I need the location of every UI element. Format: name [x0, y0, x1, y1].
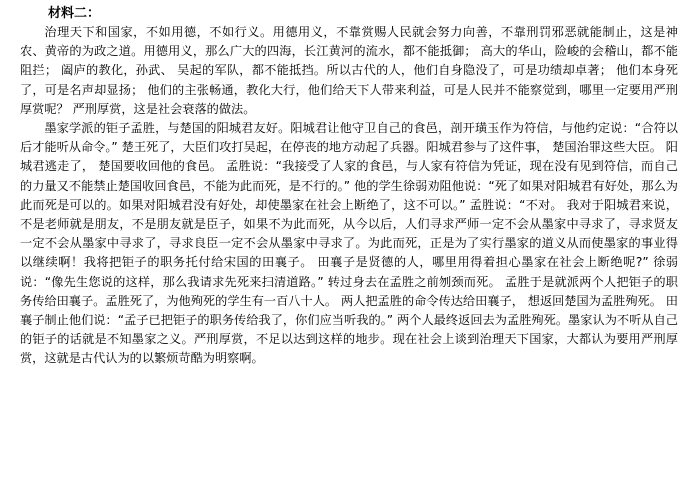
paragraph-1: 治理天下和国家，不如用德，不如行义。用德用义，不靠赏赐人民就会努力向善，不靠刑罚邪恶就能制止，这是神农、黄帝的为政之道。用德用义，那么广大的四海，长江黄河的流水，都不能抵御； 高大的华山，险峻的会稽山，都不能阻拦； 阖庐的教化，孙武、 吴起的军队，都不能抵挡。所以古代的人，他们自身隐没了，可是功绩却卓著； 他们本身死了，可是名声却显扬； 他们的主张畅通，教化大行，他们给天下人带来利益，可是人民并不能察觉到，哪里一定要用严刑厚赏呢？ 严刑厚赏，这是社会衰落的做法。: [20, 25, 678, 116]
section-heading: 材料二：: [48, 6, 101, 21]
paragraph-2: 墨家学派的钜子孟胜，与楚国的阳城君友好。阳城君让他守卫自己的食邑，剖开璜玉作为符信，与他约定说：“合符以后才能听从命令。” 楚王死了，大臣们攻打吴起，在停丧的地方动起了兵器。阳城君参与了这件事， 楚国治罪这些大臣。 阳城君逃走了， 楚国要收回他的食邑。 孟胜说：“我接受了人家的食邑，与人家有符信为凭证，现在没有见到符信，而自己的力量又不能禁止楚国收回食邑，不能为此而死，是不行的。” 他的学生徐弱劝阻他说：“死了如果对阳城君有好处，那么为此而死是可以的。如果对阳城君没有好处，却使墨家在社会上断绝了，这不可以。” 孟胜说：“不对。 我对于阳城君来说，不是老师就是朋友，不是朋友就是臣子，如果不为此而死，从今以后，人们寻求严师一定不会从墨家中寻求了，寻求贤友一定不会从墨家中寻求了，寻求良臣一定不会从墨家中寻求了。为此而死，正是为了实行墨家的道义从而使墨家的事业得以继续啊！我将把钜子的职务托付给宋国的田襄子。 田襄子是贤德的人，哪里用得着担心墨家在社会上断绝呢?” 徐弱说：“像先生您说的这样，那么我请求先死来扫清道路。” 转过身去在孟胜之前刎颈而死。 孟胜于是就派两个人把钜子的职务传给田襄子。孟胜死了，为他殉死的学生有一百八十人。 两人把孟胜的命令传达给田襄子， 想返回楚国为孟胜殉死。 田襄子制止他们说：“孟子已把钜子的职务传给我了，你们应当听我的。” 两个人最终返回去为孟胜殉死。墨家认为不听从自己的钜子的话就是不知墨家之义。严刑厚赏，不足以达到这样的地步。现在社会上谈到治理天下国家，大都认为要用严刑厚赏，这就是古代认为的以繁烦苛酷为明察啊。: [20, 121, 678, 366]
